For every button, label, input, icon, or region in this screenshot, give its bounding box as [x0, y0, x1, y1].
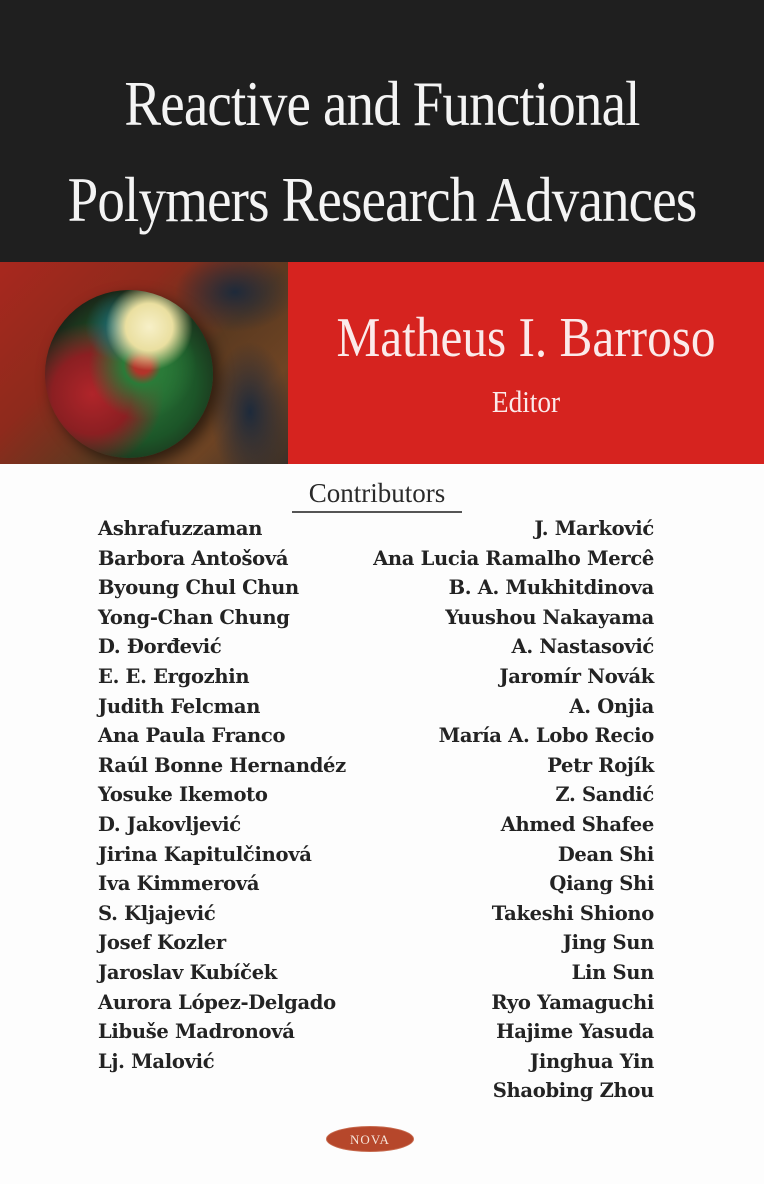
contributor-name: Hajime Yasuda	[496, 1020, 654, 1044]
contributors-heading: Contributors	[292, 480, 462, 513]
contributor-name: Ryo Yamaguchi	[491, 990, 654, 1014]
contributor-name: Libuše Madronová	[98, 1020, 295, 1044]
contributor-name: Judith Felcman	[98, 694, 261, 718]
contributor-name: Qiang Shi	[549, 872, 654, 896]
contributor-name: J. Marković	[534, 517, 654, 540]
contributor-name: S. Kljajević	[98, 901, 216, 925]
contributor-name: Ahmed Shafee	[500, 812, 654, 836]
publisher-logo	[327, 1127, 413, 1151]
contributor-name: Byoung Chul Chun	[98, 576, 299, 600]
contributor-name: D. Đorđević	[98, 635, 222, 659]
contributor-name: Jing Sun	[562, 931, 654, 955]
editor-name: Matheus I. Barroso	[336, 307, 716, 369]
contributors-left-column	[98, 514, 346, 1076]
sphere-icon	[45, 290, 213, 458]
contributor-name: Lin Sun	[571, 960, 654, 984]
contributor-name: Raúl Bonne Hernandéz	[98, 753, 346, 777]
contributor-name: Shaobing Zhou	[492, 1079, 654, 1103]
publisher-logo-text: NOVA	[350, 1131, 390, 1147]
contributor-name: Dean Shi	[557, 842, 654, 866]
contributor-name: María A. Lobo Recio	[438, 724, 654, 748]
contributor-name: Z. Sandić	[555, 783, 654, 807]
contributor-name: E. E. Ergozhin	[98, 664, 250, 688]
contributor-name: Iva Kimmerová	[98, 872, 260, 896]
contributor-name: A. Onjia	[569, 694, 654, 718]
contributor-name: Petr Rojík	[547, 753, 654, 777]
contributor-name: Ana Paula Franco	[98, 724, 286, 748]
title-band	[0, 0, 764, 262]
contributor-name: D. Jakovljević	[98, 812, 241, 836]
contributor-name: Lj. Malović	[98, 1049, 215, 1073]
contributor-name: Jirina Kapitulčinová	[98, 842, 312, 866]
contributor-name: Jinghua Yin	[529, 1049, 654, 1073]
contributor-name: Barbora Antošová	[98, 546, 289, 570]
cover-artwork-sphere-image	[0, 262, 288, 464]
book-title-line-1: Reactive and Functional	[124, 68, 640, 139]
contributor-name: Yosuke Ikemoto	[98, 783, 268, 807]
editor-role: Editor	[491, 384, 561, 419]
contributor-name: Jaroslav Kubíček	[98, 960, 278, 984]
editor-band	[0, 262, 764, 464]
contributor-name: Josef Kozler	[98, 931, 226, 955]
book-title-line-2: Polymers Research Advances	[67, 164, 697, 235]
contributor-name: B. A. Mukhitdinova	[448, 576, 654, 600]
contributor-name: Takeshi Shiono	[491, 901, 654, 925]
contributor-name: Yuushou Nakayama	[445, 605, 654, 629]
contributor-name: A. Nastasović	[511, 635, 654, 659]
contributors-right-column	[373, 514, 654, 1106]
editor-panel	[288, 262, 764, 464]
contributor-name: Aurora López-Delgado	[98, 990, 336, 1014]
contributor-name: Jaromír Novák	[499, 664, 654, 688]
contributor-name: Yong-Chan Chung	[98, 605, 290, 629]
contributor-name: Ashrafuzzaman	[98, 517, 263, 540]
contributor-name: Ana Lucia Ramalho Mercê	[373, 546, 654, 570]
